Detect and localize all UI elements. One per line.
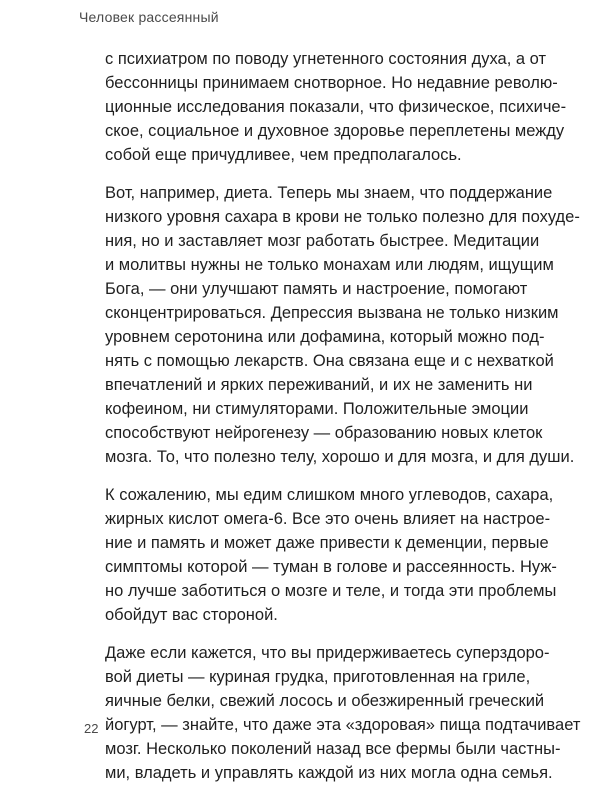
- running-header: Человек рассеянный: [79, 9, 219, 25]
- text-line: ское, социальное и духовное здоровье переплетены между: [105, 122, 565, 140]
- text-line: Бога, — они улучшают память и настроение, помогают: [105, 280, 528, 298]
- text-line: впечатлений и ярких переживаний, и их не заменить ни: [105, 376, 533, 394]
- text-line: ционные исследования показали, что физическое, психиче-: [105, 98, 567, 116]
- text-line: симптомы которой — туман в голове и рассеянность. Нуж-: [105, 558, 557, 576]
- paragraph-4: [105, 641, 581, 785]
- text-line: вой диеты — куриная грудка, приготовленная на гриле,: [105, 668, 531, 686]
- text-line: мозг. Несколько поколений назад все фермы были частны-: [105, 740, 561, 758]
- text-line: способствуют нейрогенезу — образованию новых клеток: [105, 424, 543, 442]
- text-line: обойдут вас стороной.: [105, 606, 278, 624]
- text-line: мозга. То, что полезно телу, хорошо и для мозга, и для души.: [105, 448, 575, 466]
- text-line: с психиатром по поводу угнетенного состояния духа, а от: [105, 50, 547, 68]
- text-line: К сожалению, мы едим слишком много углеводов, сахара,: [105, 486, 554, 504]
- text-line: ние и память и может даже привести к деменции, первые: [105, 534, 549, 552]
- paragraph-1: [105, 47, 567, 167]
- text-line: но лучше заботиться о мозге и теле, и тогда эти проблемы: [105, 582, 557, 600]
- text-line: йогурт, — знайте, что даже эта «здоровая» пища подтачивает: [105, 716, 581, 734]
- text-line: бессонницы принимаем снотворное. Но недавние револю-: [105, 74, 558, 92]
- text-line: низкого уровня сахара в крови не только полезно для похуде-: [105, 208, 580, 226]
- text-line: ния, но и заставляет мозг работать быстрее. Медитации: [105, 232, 540, 250]
- paragraph-3: [105, 483, 557, 627]
- page-number: 22: [84, 721, 99, 736]
- text-line: Даже если кажется, что вы придерживаетесь суперздоро-: [105, 644, 550, 662]
- paragraph-2: [105, 181, 580, 469]
- text-line: ми, владеть и управлять каждой из них могла одна семья.: [105, 764, 553, 782]
- text-line: жирных кислот омега-6. Все это очень влияет на настрое-: [105, 510, 551, 528]
- text-line: сконцентрироваться. Депрессия вызвана не только низким: [105, 304, 559, 322]
- text-line: уровнем серотонина или дофамина, который можно под-: [105, 328, 545, 346]
- text-line: яичные белки, свежий лосось и обезжиренный греческий: [105, 692, 545, 710]
- text-line: Вот, например, диета. Теперь мы знаем, что поддержание: [105, 184, 553, 202]
- text-line: кофеином, ни стимуляторами. Положительные эмоции: [105, 400, 529, 418]
- text-line: собой еще причудливее, чем предполагалось.: [105, 146, 462, 164]
- text-line: нять с помощью лекарств. Она связана еще и с нехваткой: [105, 352, 554, 370]
- page-body: [105, 47, 581, 799]
- text-line: и молитвы нужны не только монахам или людям, ищущим: [105, 256, 554, 274]
